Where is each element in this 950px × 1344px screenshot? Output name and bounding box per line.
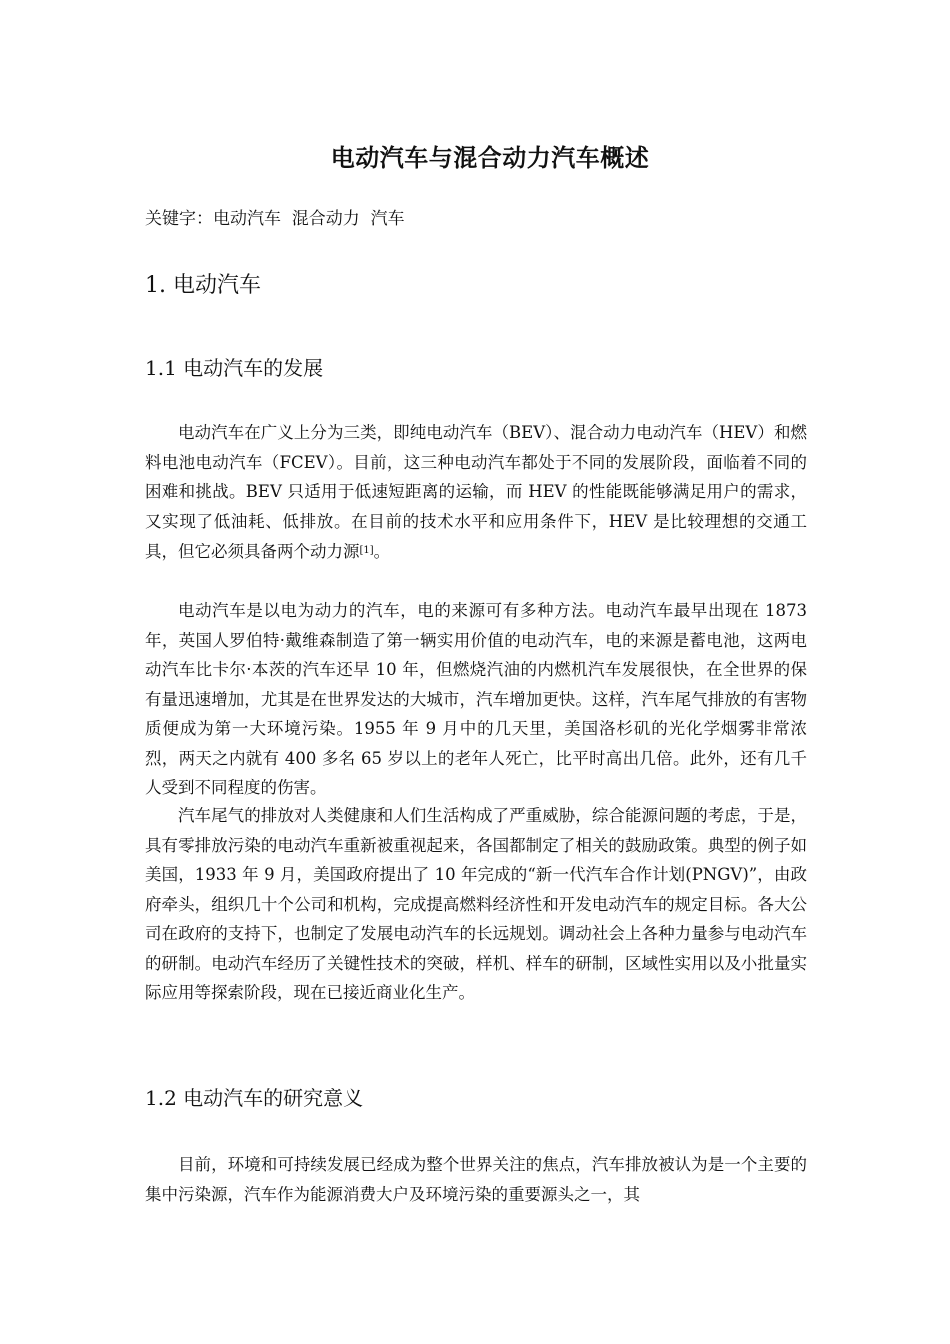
citation-ref-1: [1]: [359, 545, 374, 556]
section-heading-1-2: 1.2 电动汽车的研究意义: [145, 1086, 364, 1110]
paragraph-ev-policy: 汽车尾气的排放对人类健康和人们生活构成了严重威胁，综合能源问题的考虑，于是，具有零排放污染的电动汽车重新被重视起来，各国都制定了相关的鼓励政策。典型的例子如美国，1933 年 9 月，美国政府提出了 10 年完成的“新一代汽车合作计划(PNGV)”，由政府牵头，组织几十个公司和机构，完成提高燃料经济性和开发电动汽车的规定目标。各大公司在政府的支持下，也制定了发展电动汽车的长远规划。调动社会上各种力量参与电动汽车的研制。电动汽车经历了关键性技术的突破，样机、样车的研制，区域性实用以及小批量实际应用等探索阶段，现在已接近商业化生产。: [145, 806, 807, 1002]
document-title: 电动汽车与混合动力汽车概述: [330, 144, 650, 172]
section-heading-1: 1. 电动汽车: [145, 273, 261, 298]
paragraph-ev-types: [145, 418, 807, 567]
keywords-line: 关键字：电动汽车 混合动力 汽车: [145, 209, 405, 229]
paragraph-research-significance: 目前，环境和可持续发展已经成为整个世界关注的焦点，汽车排放被认为是一个主要的集中污染源，汽车作为能源消费大户及环境污染的重要源头之一，其: [145, 1155, 807, 1204]
paragraph-ev-history: 电动汽车是以电为动力的汽车，电的来源可有多种方法。电动汽车最早出现在 1873 年，英国人罗伯特·戴维森制造了第一辆实用价值的电动汽车，电的来源是蓄电池，这两电动汽车比卡尔·本茨的汽车还早 10 年，但燃烧汽油的内燃机汽车发展很快，在全世界的保有量迅速增加，尤其是在世界发达的大城市，汽车增加更快。这样，汽车尾气排放的有害物质便成为第一大环境污染。1955 年 9 月中的几天里，美国洛杉矶的光化学烟雾非常浓烈，两天之内就有 400 多名 65 岁以上的老年人死亡，比平时高出几倍。此外，还有几千人受到不同程度的伤害。: [145, 601, 807, 797]
paragraph-ev-types-text: 电动汽车在广义上分为三类，即纯电动汽车（BEV）、混合动力电动汽车（HEV）和燃料电池电动汽车（FCEV）。目前，这三种电动汽车都处于不同的发展阶段，面临着不同的困难和挑战。BEV 只适用于低速短距离的运输，而 HEV 的性能既能够满足用户的需求，又实现了低油耗、低排放。在目前的技术水平和应用条件下，HEV 是比较理想的交通工具，但它必须具备两个动力源: [145, 423, 807, 561]
paragraph-ev-types-end: 。: [373, 542, 391, 561]
section-heading-1-1: 1.1 电动汽车的发展: [145, 356, 324, 380]
